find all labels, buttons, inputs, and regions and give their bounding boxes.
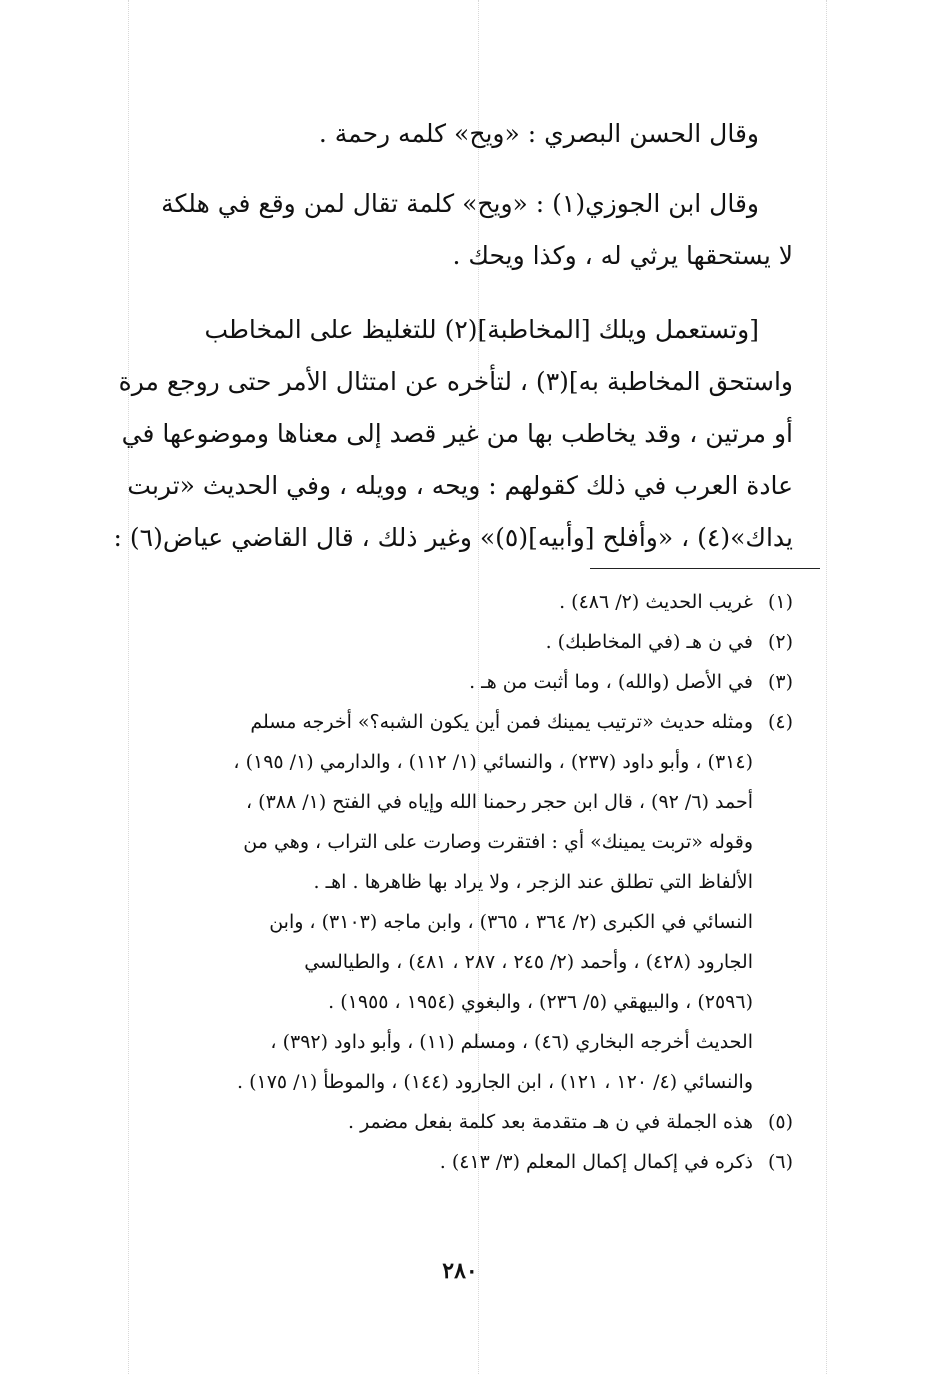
text-line: أو مرتين ، وقد يخاطب بها من غير قصد إلى معناها وموضوعها في	[121, 419, 793, 448]
paragraph-ibn-jawzi	[112, 178, 793, 282]
paragraph-waylak	[112, 304, 793, 564]
footnote-line: أحمد (٦/ ٩٢) ، قال ابن حجر رحمنا الله وإياه في الفتح (١/ ٣٨٨) ،	[245, 791, 753, 813]
footnote-text	[112, 1102, 753, 1142]
footnote	[112, 1102, 793, 1142]
footnote-line: النسائي في الكبرى (٢/ ٣٦٤ ، ٣٦٥) ، وابن ماجه (٣١٠٣) ، وابن	[269, 911, 753, 933]
footnote-line: الحديث أخرجه البخاري (٤٦) ، ومسلم (١١) ، وأبو داود (٣٩٢) ،	[270, 1031, 753, 1053]
footnote-line: (٢٥٩٦) ، والبيهقي (٥/ ٢٣٦) ، والبغوي (١٩٥٤ ، ١٩٥٥) .	[328, 991, 753, 1013]
footnote-line: وقوله «تربت يمينك» أي : افتقرت وصارت على التراب ، وهي من	[243, 831, 753, 853]
main-text	[112, 108, 793, 564]
footnote-text	[112, 702, 753, 1102]
footnote-line: غريب الحديث (٢/ ٤٨٦) .	[559, 591, 753, 613]
footnote-line: هذه الجملة في ن هـ متقدمة بعد كلمة بفعل مضمر .	[347, 1111, 753, 1133]
text-line: [وتستعمل ويلك [المخاطبة](٢) للتغليظ على المخاطب	[204, 315, 759, 344]
footnote	[112, 702, 793, 1102]
footnote-line: الألفاظ التي تطلق عند الزجر ، ولا يراد بها ظاهرها . اهـ .	[313, 871, 753, 893]
footnote-number: (١)	[767, 591, 793, 613]
footnote-number: (٤)	[767, 711, 793, 733]
text-line: لا يستحقها يرثي له ، وكذا ويحك .	[452, 241, 793, 270]
footnote	[112, 1142, 793, 1182]
footnote-line: (٣١٤) ، وأبو داود (٢٣٧) ، والنسائي (١/ ١١٢) ، والدارمي (١/ ١٩٥) ،	[233, 751, 753, 773]
footnotes	[112, 582, 793, 1182]
footnote-number: (٢)	[767, 631, 793, 653]
footnote	[112, 662, 793, 702]
paragraph-hasan-basri: وقال الحسن البصري : «ويح» كلمه رحمة .	[318, 119, 759, 148]
text-line: واستحق المخاطبة به](٣) ، لتأخره عن امتثال الأمر حتى روجع مرة	[118, 367, 793, 396]
footnote	[112, 582, 793, 622]
footnote-text	[112, 1142, 753, 1182]
footnote	[112, 622, 793, 662]
footnote-number: (٣)	[767, 671, 793, 693]
footnote-line: ذكره في إكمال إكمال المعلم (٣/ ٤١٣) .	[439, 1151, 753, 1173]
footnote-text	[112, 582, 753, 622]
footnote-number: (٦)	[767, 1151, 793, 1173]
text-line: وقال ابن الجوزي(١) : «ويح» كلمة تقال لمن وقع في هلكة	[161, 189, 759, 218]
footnote-line: ومثله حديث «ترتيب يمينك فمن أين يكون الشبه؟» أخرجه مسلم	[250, 711, 753, 733]
text-line: عادة العرب في ذلك كقولهم : ويحه ، وويله ، وفي الحديث «تربت	[127, 471, 793, 500]
text-line: يداك»(٤) ، «وأفلح [وأبيه](٥)» وغير ذلك ، قال القاضي عياض(٦) :	[113, 523, 793, 552]
page-number: ٢٨٠	[442, 1258, 478, 1284]
footnote-number: (٥)	[767, 1111, 793, 1133]
footnote-text	[112, 622, 753, 662]
footnote-line: والنسائي (٤/ ١٢٠ ، ١٢١) ، ابن الجارود (١٤٤) ، والموطأ (١/ ١٧٥) .	[237, 1071, 753, 1093]
footnote-separator	[590, 568, 820, 569]
footnote-line: في الأصل (والله) ، وما أثبت من هـ .	[469, 671, 753, 693]
footnote-line: الجارود (٤٢٨) ، وأحمد (٢/ ٢٤٥ ، ٢٨٧ ، ٤٨١) ، والطيالسي	[304, 951, 753, 973]
footnote-line: في ن هـ (في المخاطبك) .	[545, 631, 753, 653]
footnote-text	[112, 662, 753, 702]
scan-fold-line	[826, 0, 827, 1374]
